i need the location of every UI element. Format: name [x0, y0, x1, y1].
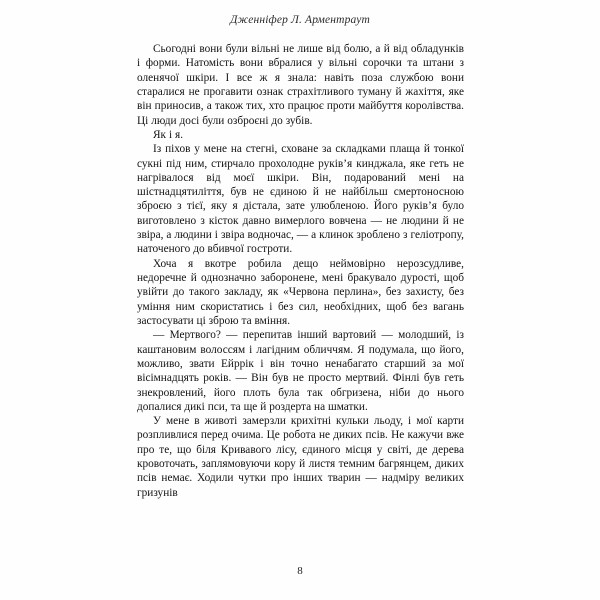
running-head-author: Дженніфер Л. Арментраут [230, 14, 370, 26]
paragraph: — Мертвого? — перепитав інший вартовий — молодший, із каштановим волоссям і лагідним обличчям. Я подумала, що його, можливо, звати Ейррік і він точно ненабагато старший за мої вісімнадцять років. — Він був не просто мертвий. Фінлі був геть знекровлений, його плоть була так обгризена, ніби до нього допалися дикі пси, та ще й роздерта на шматки. [137, 329, 464, 413]
body-text-block [137, 42, 464, 500]
page-number: 8 [297, 565, 303, 577]
paragraph: Як і я. [153, 128, 184, 141]
paragraph: Хоча я вкотре робила дещо неймовірно нерозсудливе, недоречне й однозначно заборонене, мені бракувало дурості, щоб увійти до такого закладу, як «Червона перлина», без захисту, без уміння ним скористатись і без сил, необхідних, щоб без вагань застосувати ці зброю та вміння. [137, 257, 464, 327]
paragraph: Сьогодні вони були вільні не лише від болю, а й від обладунків і форми. Натомість вони вбралися у вільні сорочки та штани з оленячої шкіри. І все ж я знала: навіть поза службою вони старалися не прогавити ознак страхітливого туману й жахіття, яке він приносив, а також тих, хто працює проти майбуття королівства. Ці люди досі були озброєні до зубів. [137, 43, 464, 127]
paragraph: У мене в животі замерзли крихітні кульки льоду, і мої карти розпливлися перед очима. Це робота не диких псів. Не кажучи вже про те, що біля Кривавого лісу, єдиного місця у світі, де дерева кровоточать, заплямовуючи кору й листя темним багрянцем, диких псів немає. Ходили чутки про інших тварин — надміру великих гризунів [137, 415, 464, 499]
paragraph: Із піхов у мене на стегні, сховане за складками плаща й тонкої сукні під ним, стирчало прохолодне руків’я кинджала, яке геть не нагрівалося від моєї шкіри. Він, подарований мені на шістнадцятиліття, був не єдиною й не найбільш смертоносною зброєю з тієї, яку я дістала, зате улюбленою. Його руків’я було виготовлено з кісток давно вимерлого вовчена — не людини й не звіра, а людини і звіра водночас, — а клинок зроблено з геліотропу, наточеного до вбивчої гостроти. [137, 143, 464, 256]
